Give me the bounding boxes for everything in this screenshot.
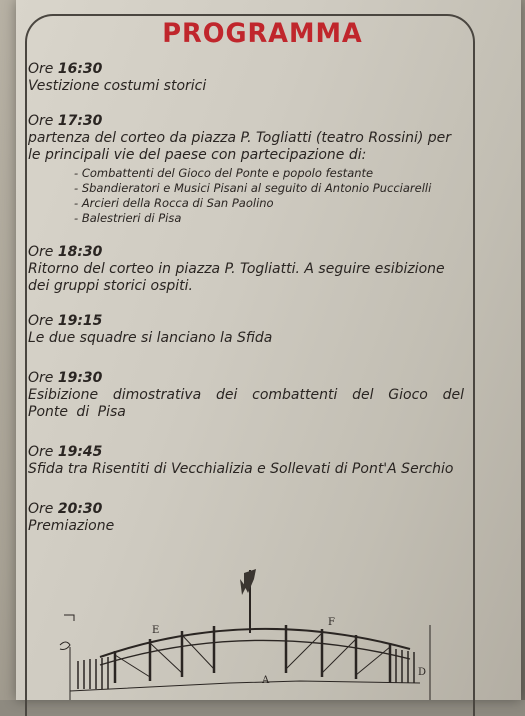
schedule-time: Ore 19:15 bbox=[28, 313, 103, 329]
schedule-time: Ore 17:30 bbox=[28, 113, 103, 129]
left-ornament bbox=[60, 642, 70, 650]
schedule-time: Ore 18:30 bbox=[28, 244, 103, 260]
participant-item: - Balestrieri di Pisa bbox=[74, 211, 464, 226]
bridge-illustration bbox=[0, 565, 525, 700]
left-fence bbox=[78, 657, 108, 689]
schedule bbox=[28, 60, 464, 552]
schedule-item-1730 bbox=[28, 112, 464, 226]
schedule-item-2030 bbox=[28, 500, 464, 535]
right-fence bbox=[396, 649, 414, 683]
railing-braces bbox=[115, 633, 390, 677]
schedule-time: Ore 16:30 bbox=[28, 61, 103, 77]
page-title: PROGRAMMA bbox=[162, 18, 363, 49]
schedule-item-1915 bbox=[28, 312, 464, 347]
left-marker bbox=[64, 615, 74, 621]
bridge-label-d: D bbox=[418, 667, 427, 678]
participant-item: - Arcieri della Rocca di San Paolino bbox=[74, 196, 464, 211]
schedule-description: Vestizione costumi storici bbox=[28, 78, 207, 94]
schedule-description: Ritorno del corteo in piazza P. Togliatti. A seguire esibizione dei gruppi storici ospiti. bbox=[28, 261, 445, 294]
ground-line bbox=[70, 681, 420, 691]
participants-list bbox=[28, 166, 464, 226]
schedule-time: Ore 19:30 bbox=[28, 370, 103, 386]
schedule-time: Ore 19:45 bbox=[28, 444, 103, 460]
schedule-item-1945 bbox=[28, 443, 464, 478]
schedule-description: Esibizione dimostrativa dei combattenti del Gioco del Ponte di Pisa bbox=[28, 387, 464, 420]
schedule-description: Premiazione bbox=[28, 518, 115, 534]
schedule-description: Sfida tra Risentiti di Vecchializia e Sollevati di Pont'A Serchio bbox=[28, 461, 454, 477]
participant-item: - Combattenti del Gioco del Ponte e popolo festante bbox=[74, 166, 464, 181]
bridge-label-e: E bbox=[152, 625, 160, 636]
bridge-label-f: F bbox=[328, 617, 335, 628]
schedule-item-1830 bbox=[28, 243, 464, 295]
schedule-time: Ore 20:30 bbox=[28, 501, 103, 517]
schedule-description: partenza del corteo da piazza P. Togliatti (teatro Rossini) per le principali vie del paese con partecipazione di: bbox=[28, 130, 452, 163]
bridge-label-a: A bbox=[262, 675, 270, 686]
schedule-description: Le due squadre si lanciano la Sfida bbox=[28, 330, 273, 346]
participant-item: - Sbandieratori e Musici Pisani al seguito di Antonio Pucciarelli bbox=[74, 181, 464, 196]
schedule-item-1630 bbox=[28, 60, 464, 95]
schedule-item-1930 bbox=[28, 369, 464, 421]
